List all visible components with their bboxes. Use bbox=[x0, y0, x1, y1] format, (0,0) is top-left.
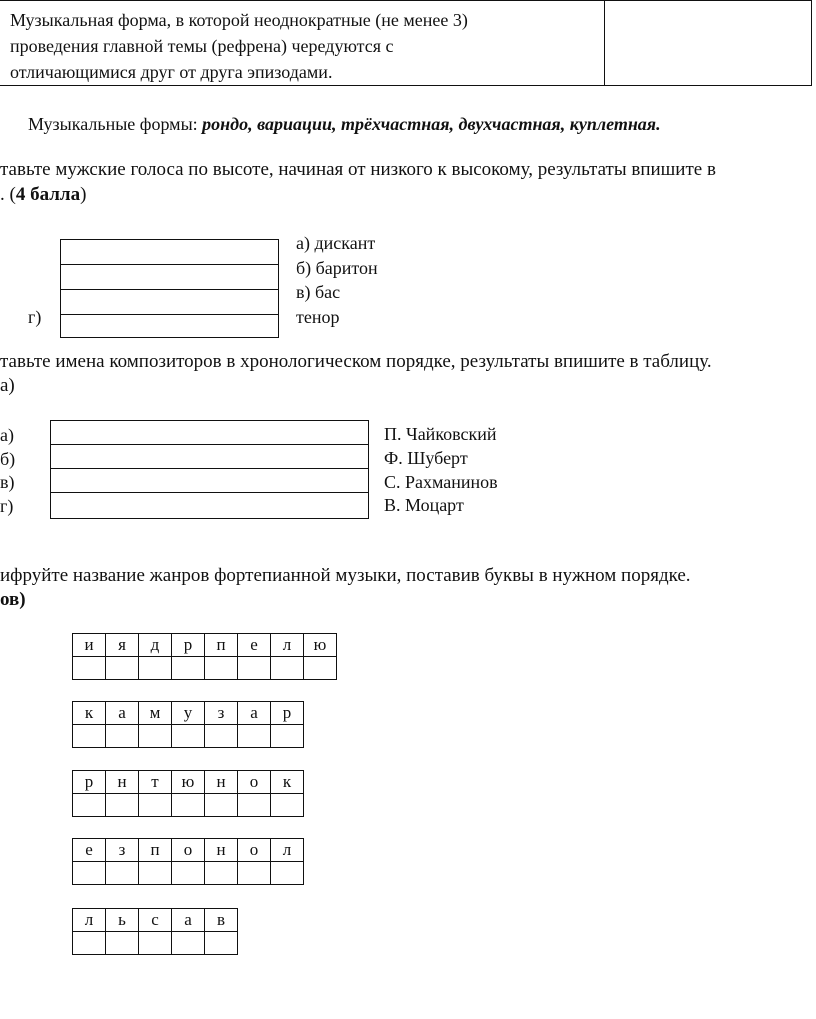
puzzle-letters-row bbox=[73, 909, 238, 932]
puzzle-answer-cell[interactable] bbox=[106, 862, 139, 885]
puzzle-answer-cell[interactable] bbox=[205, 725, 238, 748]
puzzle-letter: л bbox=[73, 909, 106, 932]
puzzle-answer-cell[interactable] bbox=[73, 862, 106, 885]
composers-answer-row[interactable] bbox=[51, 469, 368, 493]
genre-puzzle-2 bbox=[72, 701, 304, 748]
puzzle-answer-cell[interactable] bbox=[73, 657, 106, 680]
puzzle-letter: я bbox=[106, 634, 139, 657]
puzzle-letter: л bbox=[271, 634, 304, 657]
puzzle-answer-cell[interactable] bbox=[205, 862, 238, 885]
puzzle-answer-cell[interactable] bbox=[139, 794, 172, 817]
composer-option: В. Моцарт bbox=[384, 495, 464, 515]
puzzle-answer-cell[interactable] bbox=[172, 794, 205, 817]
puzzle-answer-cell[interactable] bbox=[205, 932, 238, 955]
puzzle-answer-cell[interactable] bbox=[172, 725, 205, 748]
puzzle-letter: а bbox=[172, 909, 205, 932]
genre-puzzle-1 bbox=[72, 633, 337, 680]
puzzle-answer-cell[interactable] bbox=[139, 657, 172, 680]
puzzle-answer-row bbox=[73, 794, 304, 817]
puzzle-letter: с bbox=[139, 909, 172, 932]
puzzle-answer-row bbox=[73, 725, 304, 748]
voices-instruction: тавьте мужские голоса по высоте, начиная от низкого к высокому, результаты впишите в bbox=[0, 159, 716, 180]
puzzle-letter: н bbox=[205, 839, 238, 862]
puzzle-letter: л bbox=[271, 839, 304, 862]
puzzle-answer-cell[interactable] bbox=[205, 794, 238, 817]
puzzle-answer-cell[interactable] bbox=[139, 932, 172, 955]
puzzle-letter: п bbox=[139, 839, 172, 862]
puzzle-answer-cell[interactable] bbox=[238, 657, 271, 680]
puzzle-letter: р bbox=[172, 634, 205, 657]
puzzle-answer-cell[interactable] bbox=[139, 725, 172, 748]
forms-items: рондо, вариации, трёхчастная, двухчастная, куплетная. bbox=[202, 114, 661, 134]
puzzle-letter: о bbox=[238, 839, 271, 862]
puzzle-letter: т bbox=[139, 771, 172, 794]
puzzle-letter: в bbox=[205, 909, 238, 932]
puzzle-answer-cell[interactable] bbox=[106, 932, 139, 955]
definition-line: проведения главной темы (рефрена) чередуются с bbox=[10, 36, 394, 56]
puzzle-letter: а bbox=[106, 702, 139, 725]
genre-puzzle-5 bbox=[72, 908, 238, 955]
puzzle-answer-cell[interactable] bbox=[106, 725, 139, 748]
genres-instruction-score: ов) bbox=[0, 589, 26, 610]
puzzle-letter: к bbox=[73, 702, 106, 725]
puzzle-answer-cell[interactable] bbox=[106, 794, 139, 817]
definition-cell bbox=[0, 0, 605, 86]
composer-option: Ф. Шуберт bbox=[384, 448, 468, 468]
puzzle-letters-row bbox=[73, 702, 304, 725]
puzzle-letter: е bbox=[238, 634, 271, 657]
composer-option: П. Чайковский bbox=[384, 424, 497, 444]
puzzle-answer-cell[interactable] bbox=[73, 725, 106, 748]
forms-prefix: Музыкальные формы: bbox=[28, 114, 203, 134]
puzzle-letter: о bbox=[238, 771, 271, 794]
puzzle-letter: а bbox=[238, 702, 271, 725]
puzzle-answer-row bbox=[73, 932, 238, 955]
puzzle-letter: н bbox=[205, 771, 238, 794]
puzzle-letter: д bbox=[139, 634, 172, 657]
composers-row-label: а) bbox=[0, 425, 14, 445]
puzzle-letter: о bbox=[172, 839, 205, 862]
definition-table bbox=[0, 0, 812, 86]
puzzle-letter: у bbox=[172, 702, 205, 725]
composers-answer-row[interactable] bbox=[51, 445, 368, 469]
voices-answer-row[interactable] bbox=[61, 240, 278, 265]
puzzle-letters-row bbox=[73, 771, 304, 794]
composers-instruction: тавьте имена композиторов в хронологическом порядке, результаты впишите в таблицу. bbox=[0, 351, 712, 372]
puzzle-answer-cell[interactable] bbox=[238, 794, 271, 817]
voices-answer-row[interactable] bbox=[61, 315, 278, 337]
puzzle-letter: м bbox=[139, 702, 172, 725]
puzzle-answer-cell[interactable] bbox=[271, 725, 304, 748]
voices-instruction-score: . (4 балла) bbox=[0, 184, 87, 205]
genre-puzzle-4 bbox=[72, 838, 304, 885]
composers-answer-box bbox=[50, 420, 369, 519]
forms-line bbox=[28, 112, 661, 136]
voice-option: в) бас bbox=[296, 282, 341, 302]
voices-answer-row[interactable] bbox=[61, 290, 278, 315]
composer-option: С. Рахманинов bbox=[384, 472, 498, 492]
voices-answer-box bbox=[60, 239, 279, 338]
definition-answer-cell[interactable] bbox=[605, 0, 812, 86]
puzzle-answer-cell[interactable] bbox=[238, 725, 271, 748]
voices-answer-row[interactable] bbox=[61, 265, 278, 290]
composers-instruction-score: а) bbox=[0, 375, 15, 396]
puzzle-answer-cell[interactable] bbox=[172, 657, 205, 680]
definition-line: Музыкальная форма, в которой неоднократные (не менее 3) bbox=[10, 10, 468, 30]
definition-line: отличающимися друг от друга эпизодами. bbox=[10, 62, 333, 82]
puzzle-answer-cell[interactable] bbox=[304, 657, 337, 680]
puzzle-letters-row bbox=[73, 839, 304, 862]
puzzle-answer-row bbox=[73, 657, 337, 680]
puzzle-answer-cell[interactable] bbox=[205, 657, 238, 680]
puzzle-letter: п bbox=[205, 634, 238, 657]
genres-instruction: ифруйте название жанров фортепианной музыки, поставив буквы в нужном порядке. bbox=[0, 565, 691, 586]
puzzle-answer-cell[interactable] bbox=[271, 862, 304, 885]
voices-row-label: г) bbox=[28, 307, 42, 327]
puzzle-answer-cell[interactable] bbox=[271, 794, 304, 817]
puzzle-answer-row bbox=[73, 862, 304, 885]
puzzle-letter: р bbox=[271, 702, 304, 725]
puzzle-letter: е bbox=[73, 839, 106, 862]
puzzle-letter: р bbox=[73, 771, 106, 794]
puzzle-answer-cell[interactable] bbox=[172, 932, 205, 955]
puzzle-letter: ь bbox=[106, 909, 139, 932]
voice-option: б) баритон bbox=[296, 258, 378, 278]
composers-row-label: в) bbox=[0, 472, 15, 492]
puzzle-letter: и bbox=[73, 634, 106, 657]
puzzle-letter: н bbox=[106, 771, 139, 794]
composers-answer-row[interactable] bbox=[51, 493, 368, 518]
genre-puzzle-3 bbox=[72, 770, 304, 817]
composers-answer-row[interactable] bbox=[51, 421, 368, 445]
composers-row-label: б) bbox=[0, 449, 16, 469]
composers-row-label: г) bbox=[0, 496, 14, 516]
puzzle-answer-cell[interactable] bbox=[73, 932, 106, 955]
puzzle-answer-cell[interactable] bbox=[172, 862, 205, 885]
puzzle-answer-cell[interactable] bbox=[73, 794, 106, 817]
voice-option: а) дискант bbox=[296, 233, 376, 253]
puzzle-letter: ю bbox=[172, 771, 205, 794]
puzzle-answer-cell[interactable] bbox=[271, 657, 304, 680]
puzzle-answer-cell[interactable] bbox=[139, 862, 172, 885]
puzzle-answer-cell[interactable] bbox=[106, 657, 139, 680]
puzzle-letter: ю bbox=[304, 634, 337, 657]
puzzle-letter: з bbox=[106, 839, 139, 862]
puzzle-letters-row bbox=[73, 634, 337, 657]
puzzle-answer-cell[interactable] bbox=[238, 862, 271, 885]
puzzle-letter: з bbox=[205, 702, 238, 725]
puzzle-letter: к bbox=[271, 771, 304, 794]
voice-option: тенор bbox=[296, 307, 340, 327]
